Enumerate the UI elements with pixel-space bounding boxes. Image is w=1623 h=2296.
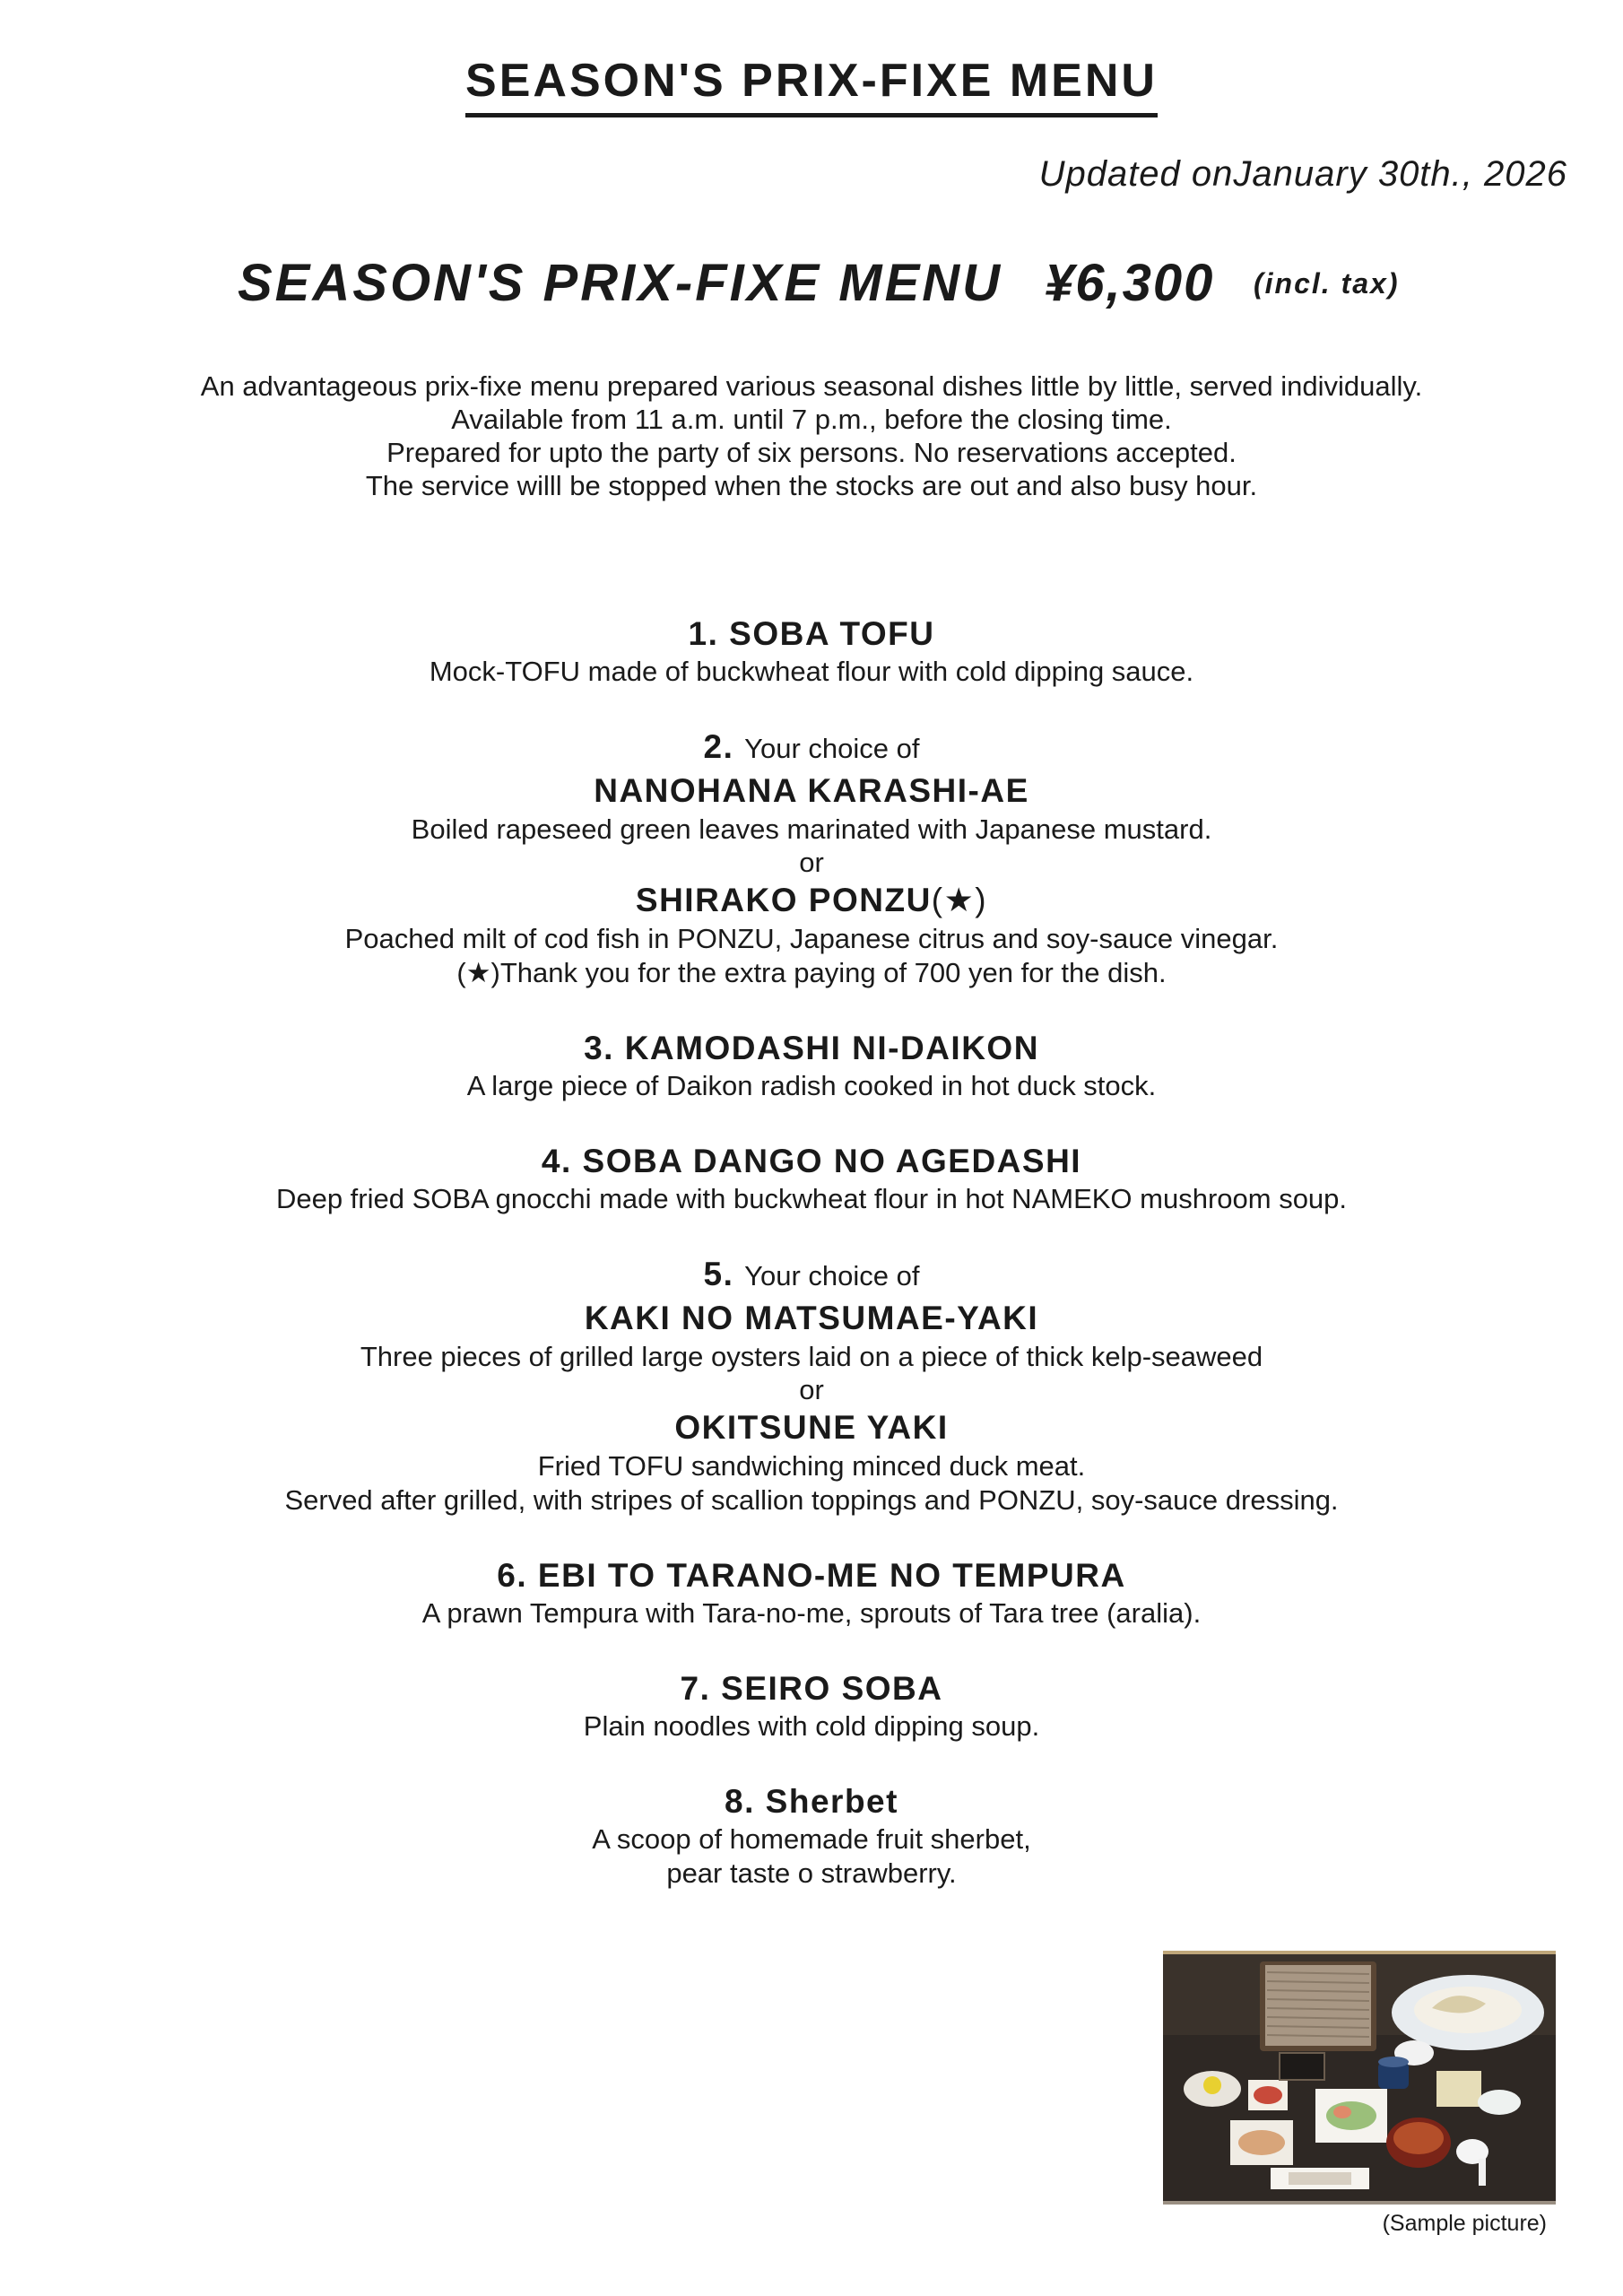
intro-line: An advantageous prix-fixe menu prepared various seasonal dishes little by little, served individually. [200, 370, 1423, 402]
course-desc: A large piece of Daikon radish cooked in hot duck stock. [466, 1070, 1157, 1101]
star-mark: (★) [931, 882, 988, 918]
intro-line: The service willl be stopped when the stocks are out and also busy hour. [365, 470, 1258, 501]
course-title: 6. EBI TO TARANO-ME NO TEMPURA [497, 1557, 1126, 1594]
course-desc: Mock-TOFU made of buckwheat flour with cold dipping sauce. [429, 656, 1194, 687]
course-1 [0, 613, 1623, 689]
course-3 [0, 1028, 1623, 1103]
course-choice-header [0, 726, 1623, 770]
course-choice-label: Your choice of [744, 1260, 920, 1292]
price-tax-note: (incl. tax) [1254, 267, 1400, 300]
course-title: 7. SEIRO SOBA [680, 1670, 943, 1707]
page-title: SEASON'S PRIX-FIXE MENU [465, 54, 1158, 117]
course-desc: Plain noodles with cold dipping soup. [583, 1710, 1040, 1742]
menu-heading: SEASON'S PRIX-FIXE MENU [238, 254, 1003, 312]
option-desc: Poached milt of cod fish in PONZU, Japanese citrus and soy-sauce vinegar. [344, 923, 1279, 954]
option-or: or [799, 1374, 824, 1405]
course-title: 8. Sherbet [725, 1783, 898, 1820]
option-desc: Fried TOFU sandwiching minced duck meat. [537, 1450, 1086, 1482]
updated-date: Updated onJanuary 30th., 2026 [1038, 154, 1567, 194]
course-number: 5. [703, 1256, 734, 1292]
page-title-block [0, 54, 1623, 117]
option-desc: Three pieces of grilled large oysters laid on a piece of thick kelp-seaweed [360, 1341, 1263, 1372]
course-title: 4. SOBA DANGO NO AGEDASHI [541, 1143, 1082, 1179]
course-8 [0, 1781, 1623, 1891]
option-name: SHIRAKO PONZU [635, 882, 932, 918]
intro-text [0, 370, 1623, 502]
course-desc: A prawn Tempura with Tara-no-me, sprouts of Tara tree (aralia). [421, 1597, 1202, 1629]
course-desc: Deep fried SOBA gnocchi made with buckwheat flour in hot NAMEKO mushroom soup. [275, 1183, 1348, 1214]
course-2 [0, 726, 1623, 990]
course-title: 3. KAMODASHI NI-DAIKON [584, 1030, 1039, 1066]
sample-photo-illustration [1163, 1954, 1556, 2201]
option-note: (★)Thank you for the extra paying of 700 yen for the dish. [456, 957, 1167, 988]
option-name: NANOHANA KARASHI-AE [594, 772, 1029, 809]
photo-caption: (Sample picture) [1382, 2211, 1547, 2236]
course-desc: A scoop of homemade fruit sherbet, [592, 1823, 1031, 1855]
course-7 [0, 1668, 1623, 1744]
menu-price: ¥6,300 [1045, 254, 1215, 312]
course-desc: pear taste o strawberry. [666, 1857, 957, 1889]
option-or: or [799, 847, 824, 878]
course-list [0, 613, 1623, 1928]
course-number: 2. [703, 728, 734, 765]
sample-photo [1163, 1951, 1556, 2205]
option-name: OKITSUNE YAKI [674, 1409, 949, 1446]
course-choice-header [0, 1254, 1623, 1297]
course-title: 1. SOBA TOFU [688, 615, 935, 652]
option-desc: Boiled rapeseed green leaves marinated with Japanese mustard. [411, 813, 1212, 845]
intro-line: Prepared for upto the party of six persons. No reservations accepted. [386, 437, 1237, 468]
option-name-block [0, 879, 1623, 922]
course-6 [0, 1555, 1623, 1631]
course-4 [0, 1141, 1623, 1216]
intro-line: Available from 11 a.m. until 7 p.m., before the closing time. [451, 404, 1172, 435]
option-desc: Served after grilled, with stripes of scallion toppings and PONZU, soy-sauce dressing. [284, 1484, 1339, 1516]
course-choice-label: Your choice of [744, 733, 920, 764]
option-name: KAKI NO MATSUMAE-YAKI [584, 1300, 1039, 1336]
course-5 [0, 1254, 1623, 1518]
